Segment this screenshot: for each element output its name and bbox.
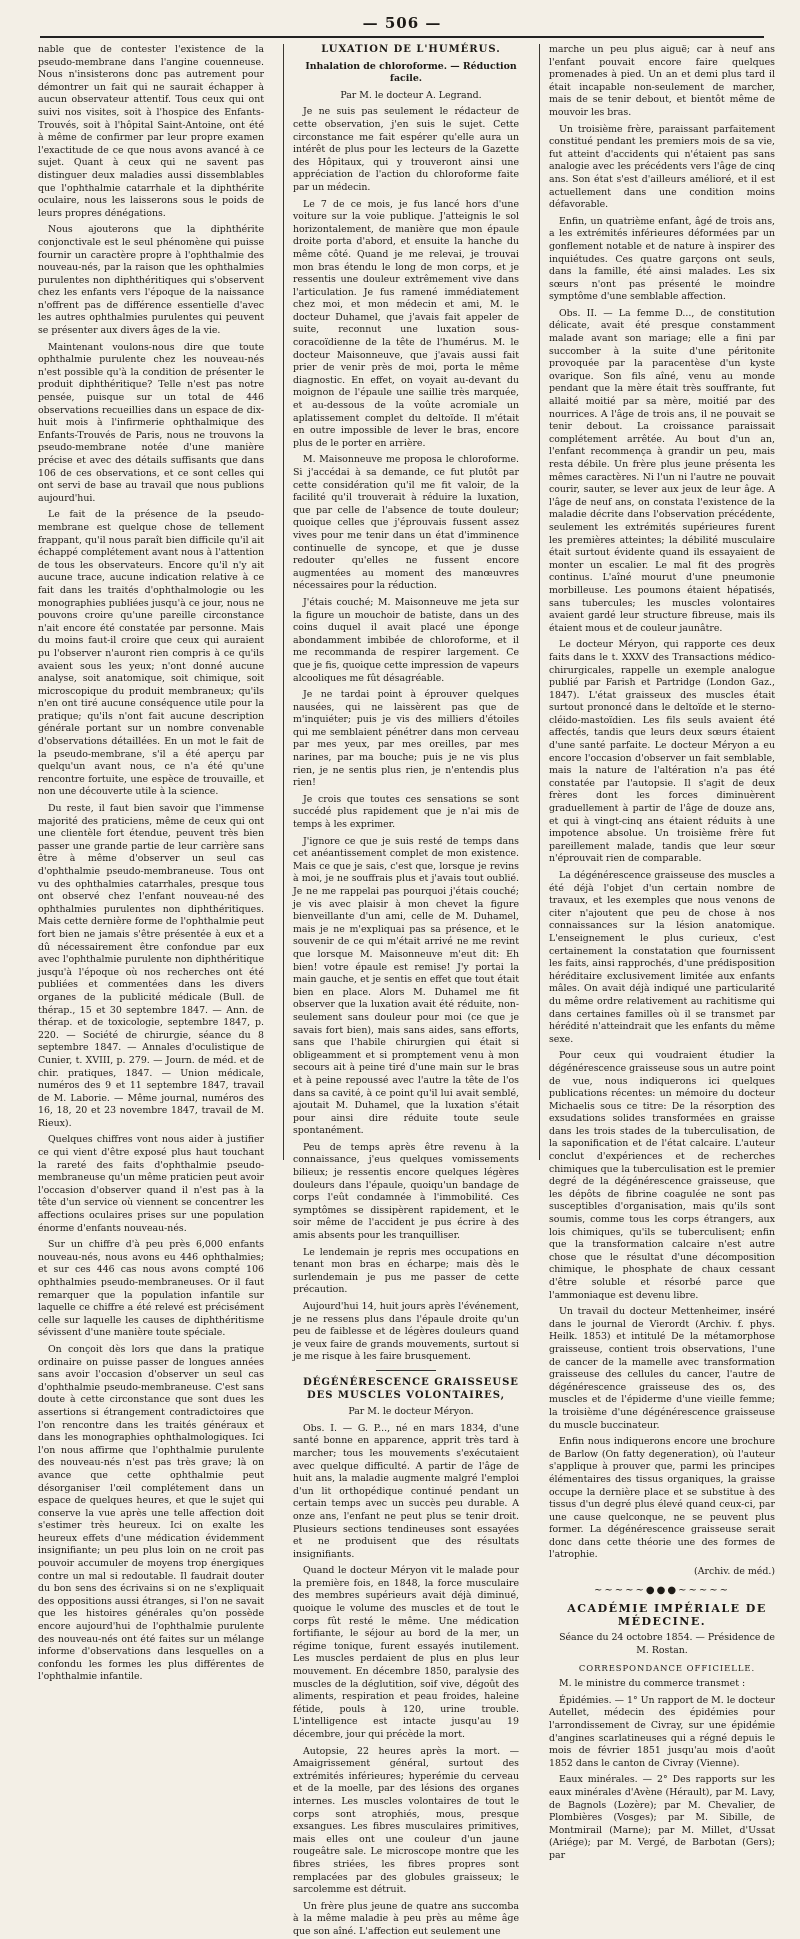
paragraph: Le docteur Méryon, qui rapporte ces deux faits dans le t. XXXV des Transactions médico-chirurgicales, rappelle un exemple analogue publié par Farish et Partridge (London Gaz., 1847). L'état graisseux des muscles était surtout prononcé dans le deltoïde et le sterno-cléido-mastoïdien. Les fils seuls avaient été affectés, tandis que leurs deux sœurs étaient d'une santé parfaite. Le docteur Méryon a eu encore l'occasion d'observer un fait semblable, mais la nature de l'altération n'a pas été constatée par l'autopsie. Il s'agit de deux frères dont les forces diminuèrent graduellement à partir de l'âge de douze ans, et qui à vingt-cinq ans étaient réduits à une impotence absolue. Un troisième frère fut pareillement malade, tandis que leur sœur n'éprouvait rien de comparable.: [549, 639, 775, 865]
page-header: [40, 14, 764, 38]
source-note: (Archiv. de méd.): [694, 1566, 775, 1578]
paragraph: Aujourd'hui 14, huit jours après l'événement, je ne ressens plus dans l'épaule droite qu'un peu de faiblesse et de légères douleurs quand je veux faire de grands mouvements, surtout si je me risque à les faire brusquement.: [293, 1301, 519, 1363]
paragraph: Sur un chiffre d'à peu près 6,000 enfants nouveau-nés, nous avons eu 446 ophthalmies; et sur ces 446 cas nous avons compté 106 ophthalmies pseudo-membraneuses. Or il faut remarquer que la population infantile sur laquelle ce chiffre a été relevé est précisément celle sur laquelle les causes de diphthéritisme sévissent d'une manière toute spéciale.: [38, 1239, 264, 1339]
article-title: DÉGÉNÉRESCENCE GRAISSEUSE DES MUSCLES VOLONTAIRES,: [303, 1376, 519, 1401]
paragraph: Le fait de la présence de la pseudo-membrane est quelque chose de tellement frappant, qu'il nous paraît bien difficile qu'il ait échappé complétement avant nous à l'attention de tous les observateurs. Encore qu'il n'y ait aucune trace, aucune indication relative à ce fait dans les traités d'ophthalmologie ou les monographies publiées jusqu'à ce jour, nous ne pouvons croire qu'une pareille circonstance n'ait encore été constatée par personne. Mais du moins faut-il croire que ceux qui auraient pu l'observer n'auront rien compris à ce qu'ils avaient sous les yeux; n'ont donné aucune analyse, soit anatomique, soit chimique, soit microscopique du produit membraneux; qu'ils n'en ont tiré aucune conséquence utile pour la pratique; qu'ils n'ont fait aucune description générale portant sur un nombre convenable d'observations détaillées. En un mot le fait de la pseudo-membrane, s'il a été aperçu par quelqu'un avant nous, ce n'a été qu'une rencontre fortuite, une espèce de trouvaille, et non une découverte utile à la science.: [38, 509, 264, 798]
paragraph: M. le ministre du commerce transmet :: [559, 1678, 746, 1690]
article-subtitle: Inhalation de chloroforme. — Réduction facile.: [305, 60, 517, 85]
decorative-divider: ~~~~~●●●~~~~~: [594, 1584, 730, 1596]
paragraph: Autopsie, 22 heures après la mort. — Amaigrissement général, surtout des extrémités inférieures; hyperémie du cerveau et de la moelle, par des lésions des organes internes. Les muscles volontaires de tout le corps sont atrophiés, mous, presque exsangues. Les fibres musculaires primitives, mais elles ont une couleur d'un jaune rougeâtre sale. Le microscope montre que les fibres striées, les fibres propres sont remplacées par des globules graisseux; le sarcolemme est détruit.: [293, 1745, 519, 1896]
column-left: [38, 44, 264, 1683]
paragraph: Le lendemain je repris mes occupations en tenant mon bras en écharpe; mais dès le surlendemain je pus me passer de cette précaution.: [293, 1246, 519, 1296]
paragraph: Le 7 de ce mois, je fus lancé hors d'une voiture sur la voie publique. J'atteignis le sol horizontalement, de manière que mon épaule droite porta d'abord, et ensuite la hanche du même côté. Quand je me relevai, je trouvai mon bras étendu le long de mon corps, et je ressentis une douleur extrêmement vive dans l'articulation. Je fus ramené immédiatement chez moi, et mon médecin et ami, M. le docteur Duhamel, que j'avais fait appeler de suite, reconnut une luxation sous-coracoïdienne de la tête de l'humérus. M. le docteur Maisonneuve, que j'avais aussi fait prier de venir près de moi, porta le même diagnostic. En effet, on voyait au-devant du moignon de l'épaule une saillie très marquée, et au-dessous de la voûte acromiale un aplatissement complet du deltoïde. Il m'était en outre impossible de lever le bras, encore plus de le porter en arrière.: [293, 198, 519, 449]
paragraph: Enfin, un quatrième enfant, âgé de trois ans, a les extrémités inférieures déformées par un gonflement notable et de nature à inspirer des inquiétudes. Ces quatre garçons ont seuls, dans la famille, été ainsi malades. Les six sœurs n'ont pas présenté le moindre symptôme d'une semblable affection.: [549, 215, 775, 303]
academy-session: Séance du 24 octobre 1854. — Présidence de M. Rostan.: [559, 1632, 775, 1657]
paragraph: J'ignore ce que je suis resté de temps dans cet anéantissement complet de mon existence. Mais ce que je sais, c'est que, lorsque je revins à moi, je ne souffrais plus et j'avais tout oublié. Je ne me rappelai pas pourquoi j'étais couché; je vis avec plaisir à mon chevet la figure bienveillante d'un ami, celle de M. Duhamel, mais je ne m'expliquai pas sa présence, et le souvenir de ce qui m'était arrivé ne me revint que lorsque M. Maisonneuve m'eut dit: Eh bien! votre épaule est remise! J'y portai la main gauche, et je sentis en effet que tout était bien en place. Alors M. Duhamel me fit observer que la luxation avait été réduite, non-seulement sans douleur pour moi (ce que je savais fort bien), mais sans aides, sans efforts, sans que l'habile chirurgien qui était si obligeamment et si promptement venu à mon secours ait à peine tiré d'une main sur le bras et à peine repoussé avec l'autre la tête de l'os dans sa cavité, à ce point qu'il lui avait semblé, ajoutait M. Duhamel, que la luxation s'était pour ainsi dire réduite toute seule spontanément.: [293, 835, 519, 1137]
paragraph: On conçoit dès lors que dans la pratique ordinaire on puisse passer de longues années sans avoir l'occasion d'observer un seul cas d'ophthalmie pseudo-membraneuse. C'est sans doute à cette circonstance que sont dues les assertions si étrangement contradictoires que l'on rencontre dans les traités généraux et dans les monographies ophthalmologiques. Ici l'on nous affirme que l'ophthalmie purulente des nouveau-nés n'est pas très grave; là on avance que cette ophthalmie peut désorganiser l'œil complétement dans un espace de quelques heures, et que le sujet qui conserve la vue après une telle affection doit s'estimer très heureux. Ici on exalte les heureux effets d'une médication évidemment insignifiante; un peu plus loin on ne croit pas pouvoir accumuler de moyens trop énergiques contre un mal si redoutable. Il faudrait douter du bon sens des écrivains si on ne s'expliquait des oppositions aussi étranges, si l'on ne savait que les histoires générales qu'on possède encore aujourd'hui de l'ophthalmie purulente des nouveau-nés ont été faites sur un mélange informe d'observations dans lesquelles on a confondu les formes les plus différentes de l'ophthalmie infantile.: [38, 1343, 264, 1683]
page-number: — 506 —: [362, 14, 442, 32]
paragraph: Pour ceux qui voudraient étudier la dégénérescence graisseuse sous un autre point de vue, nous indiquerons ici quelques publications récentes: un mémoire du docteur Michaelis sous ce titre: De la résorption des exsudations solides transformées en graisse dans les trois stades de la tuberculisation, de la saponification et de l'état calcaire. L'auteur conclut d'expériences et de recherches chimiques que la tuberculisation est le premier degré de la dégénérescence graisseuse, que les dépôts de fibrine coagulée ne sont pas susceptibles d'organisation, mais qu'ils sont soumis, comme tous les corps étrangers, aux lois chimiques, qu'ils se tuberculisent; enfin que la transformation calcaire n'est autre chose que le résultat d'une décomposition chimique, le phosphate de chaux cessant d'être soluble et résorbé parce que l'ammoniaque est devenu libre.: [549, 1050, 775, 1301]
paragraph: Obs. I. — G. P..., né en mars 1834, d'une santé bonne en apparence, apprit très tard à marcher; tous les mouvements s'exécutaient avec quelque difficulté. A partir de l'âge de huit ans, la maladie augmente malgré l'emploi d'un lit orthopédique continué pendant un certain temps avec un succès peu durable. A onze ans, l'enfant ne peut plus se tenir droit. Plusieurs sections tendineuses sont essayées et ne produisent que des résultats insignifiants.: [293, 1422, 519, 1560]
paragraph: Un troisième frère, paraissant parfaitement constitué pendant les premiers mois de sa vie, fut atteint d'accidents qui n'étaient pas sans analogie avec les précédents vers l'âge de cinq ans. Son état s'est d'ailleurs amélioré, et il est actuellement dans une condition moins défavorable.: [549, 123, 775, 211]
paragraph: La dégénérescence graisseuse des muscles a été déjà l'objet d'un certain nombre de travaux, et les exemples que nous venons de citer n'ajoutent que peu de chose à nos connaissances sur la lésion anatomique. L'enseignement le plus curieux, c'est certainement la constatation que fournissent les faits, ainsi rapprochés, d'une prédisposition héréditaire exclusivement limitée aux enfants mâles. On avait déjà indiqué une particularité du même ordre relativement au rachitisme qui dans certaines familles où il se transmet par hérédité n'atteindrait que les enfants du même sexe.: [549, 870, 775, 1045]
paragraph: Nous ajouterons que la diphthérite conjonctivale est le seul phénomène qui puisse fournir un caractère propre à l'ophthalmie des nouveau-nés, par la raison que les ophthalmies purulentes non diphthéritiques qui s'observent chez les enfants vers l'époque de la naissance n'offrent pas de différence essentielle d'avec les autres ophthalmies purulentes qui peuvent se présenter aux divers âges de la vie.: [38, 224, 264, 337]
column-right: [549, 44, 775, 1861]
academy-title: ACADÉMIE IMPÉRIALE DE MÉDECINE.: [567, 1602, 767, 1628]
paragraph: Quand le docteur Méryon vit le malade pour la première fois, en 1848, la force musculaire des membres supérieurs avait déjà diminué, quoique le volume des muscles et de tout le corps fût resté le même. Une médication fortifiante, le séjour au bord de la mer, un régime tonique, furent essayés inutilement. Les muscles perdaient de plus en plus leur mouvement. En décembre 1850, paralysie des muscles de la déglutition, soif vive, dégoût des aliments, respiration et peau froides, haleine fétide, pouls à 120, urine trouble. L'intelligence est intacte jusqu'au 19 décembre, jour qui précède la mort.: [293, 1565, 519, 1740]
column-middle: [293, 44, 519, 1937]
paragraph: Du reste, il faut bien savoir que l'immense majorité des praticiens, même de ceux qui ont une clientèle fort étendue, peuvent très bien passer une grande partie de leur carrière sans être à même d'observer un seul cas d'ophthalmie pseudo-membraneuse. Tous ont vu des ophthalmies catarrhales, presque tous ont observé chez l'enfant nouveau-né des ophthalmies purulentes non diphthéritiques. Mais cette dernière forme de l'ophthalmie peut fort bien ne jamais s'être présentée à eux et a dû nécessairement être confondue par eux avec l'ophthalmie purulente non diphthéritique jusqu'à l'époque où nos recherches ont été publiées et commentées dans les divers organes de la publicité médicale (Bull. de thérap., 15 et 30 septembre 1847. — Ann. de thérap. et de toxicologie, septembre 1847, p. 220. — Société de chirurgie, séance du 8 septembre 1847. — Annales d'oculistique de Cunier, t. XVIII, p. 279. — Journ. de méd. et de chir. pratiques, 1847. — Union médicale, numéros des 9 et 11 septembre 1847, travail de M. Laborie. — Même journal, numéros des 16, 18, 20 et 23 novembre 1847, travail de M. Rieux).: [38, 803, 264, 1129]
paragraph: Enfin nous indiquerons encore une brochure de Barlow (On fatty degeneration), où l'auteur s'applique à prouver que, parmi les principes élémentaires des tissus organiques, la graisse occupe la dernière place et se substitue à des tissus d'un degré plus élevé quand ceux-ci, par une cause quelconque, ne se peuvent plus former. La dégénérescence graisseuse serait donc dans cette théorie une des formes de l'atrophie.: [549, 1436, 775, 1561]
paragraph: M. Maisonneuve me proposa le chloroforme. Si j'accédai à sa demande, ce fut plutôt par cette considération qu'il me fit valoir, de la facilité qu'il trouverait à réduire la luxation, que par celle de l'absence de toute douleur; quoique celles que j'éprouvais fussent assez vives pour me tenir dans un état d'imminence continuelle de syncope, et que je dusse redouter qu'elles ne fussent encore augmentées au moment des manœuvres nécessaires pour la réduction.: [293, 454, 519, 592]
paragraph: Je crois que toutes ces sensations se sont succédé plus rapidement que je n'ai mis de temps à les exprimer.: [293, 793, 519, 831]
column-rule: [283, 44, 284, 1160]
paragraph: Eaux minérales. — 2° Des rapports sur les eaux minérales d'Avène (Hérault), par M. Lavy, de Bagnols (Lozère); par M. Chevalier, de Plombières (Vosges); par M. Sibille, de Montmirail (Marne); par M. Millet, d'Ussat (Ariége); par M. Vergé, de Barbotan (Gers); par: [549, 1774, 775, 1861]
column-rule: [539, 44, 540, 1160]
article-author: Par M. le docteur Méryon.: [348, 1406, 474, 1418]
paragraph: Un travail du docteur Mettenheimer, inséré dans le journal de Vierordt (Archiv. f. phys. Heilk. 1853) et intitulé De la métamorphose graisseuse, contient trois observations, l'une de cancer de la mamelle avec transformation graisseuse des cellules du cancer, l'autre de dégénérescence graisseuse des os, des muscles et de l'épiderme d'une vieille femme; la troisième d'une dégénérescence graisseuse du muscle buccinateur.: [549, 1306, 775, 1431]
paragraph: marche un peu plus aiguë; car à neuf ans l'enfant pouvait encore faire quelques promenades à pied. Un an et demi plus tard il était incapable non-seulement de marcher, mais de se tenir debout, et bientôt même de mouvoir les bras.: [549, 44, 775, 118]
article-title: LUXATION DE L'HUMÉRUS.: [321, 44, 501, 55]
paragraph: J'étais couché; M. Maisonneuve me jeta sur la figure un mouchoir de batiste, dans un des coins duquel il avait placé une éponge abondamment imbibée de chloroforme, et il me recommanda de respirer largement. Ce que je fis, quoique cette impression de vapeurs alcooliques me fût désagréable.: [293, 596, 519, 684]
academy-heading: CORRESPONDANCE OFFICIELLE.: [578, 1662, 756, 1673]
article-author: Par M. le docteur A. Legrand.: [340, 89, 482, 101]
paragraph: Maintenant voulons-nous dire que toute ophthalmie purulente chez les nouveau-nés n'est possible qu'à la condition de présenter le produit diphthéritique? Telle n'est pas notre pensée, puisque sur un total de 446 observations recueillies dans un espace de dix-huit mois à l'infirmerie ophthalmique des Enfants-Trouvés de Paris, nous ne trouvons la pseudo-membrane notée d'une manière précise et avec des détails suffisants que dans 106 de ces observations, et ce sont celles qui ont servi de base au travail que nous publions aujourd'hui.: [38, 341, 264, 504]
paragraph: Peu de temps après être revenu à la connaissance, j'eus quelques vomissements bilieux; je ressentis encore quelques légères douleurs dans l'épaule, quoiqu'un bandage de corps l'eût condamnée à l'immobilité. Ces symptômes se dissipèrent rapidement, et le soir même de l'accident je pus écrire à des amis absents pour les tranquilliser.: [293, 1141, 519, 1242]
paragraph: Je ne suis pas seulement le rédacteur de cette observation, j'en suis le sujet. Cette circonstance me fait espérer qu'elle aura un intérêt de plus pour les lecteurs de la Gazette des Hôpitaux, qui y trouveront ainsi une appréciation de l'action du chloroforme faite par un médecin.: [293, 106, 519, 193]
paragraph: Obs. II. — La femme D..., de constitution délicate, avait été presque constamment malade avant son mariage; elle a fini par succomber à la suite d'une péritonite provoquée par la paracentèse d'un kyste ovarique. Son fils aîné, venu au monde pendant que la mère était très souffrante, fut allaité moitié par sa mère, moitié par des nourrices. A l'âge de trois ans, il ne pouvait se tenir debout. La croissance paraissait complétement arrêtée. Au bout d'un an, l'enfant recommença à grandir un peu, mais resta débile. Un frère plus jeune présenta les mêmes caractères. Ni l'un ni l'autre ne pouvait courir, sauter, se lever aux jeux de leur âge. A l'âge de neuf ans, on constata l'existence de la maladie décrite dans l'observation précédente, seulement les extrémités supérieures furent les premières atteintes; la débilité musculaire était surtout évidente quand ils essayaient de monter un escalier. Le mal fit des progrès continus. L'aîné mourut d'une pneumonie morbilleuse. Les poumons étaient hépatisés, sans tubercules; les muscles volontaires avaient gardé leur structure fibreuse, mais ils étaient mous et de couleur jaunâtre.: [549, 307, 775, 634]
paragraph: Épidémies. — 1° Un rapport de M. le docteur Autellet, médecin des épidémies pour l'arrondissement de Civray, sur une épidémie d'angines scarlatineuses qui a régné depuis le mois de février 1851 jusqu'au mois d'août 1852 dans le canton de Civray (Vienne).: [549, 1694, 775, 1769]
paragraph: Quelques chiffres vont nous aider à justifier ce qui vient d'être exposé plus haut touchant la rareté des faits d'ophthalmie pseudo-membraneuse qu'un même praticien peut avoir l'occasion d'observer quand il n'est pas à la tête d'un service où viennent se concentrer les affections oculaires prises sur une population énorme d'enfants nouveau-nés.: [38, 1134, 264, 1234]
section-divider: [376, 1370, 436, 1371]
paragraph: nable que de contester l'existence de la pseudo-membrane dans l'angine couenneuse. Nous n'insisterons donc pas autrement pour démontrer un fait qui ne saurait échapper à aucun observateur attentif. Tous ceux qui ont suivi nos visites, soit à l'hospice des Enfants-Trouvés, soit à l'hôpital Saint-Antoine, ont été à même de confirmer par leur propre examen l'exactitude de ce que nous avons avancé à ce sujet. Quant à ceux qui ne savent pas distinguer deux maladies aussi dissemblables que l'ophthalmie catarrhale et la diphthérite oculaire, nous les laisserons sous le poids de leurs propres dénégations.: [38, 44, 264, 219]
paragraph: Je ne tardai point à éprouver quelques nausées, qui ne laissèrent pas que de m'inquiéter; puis je vis des milliers d'étoiles qui me semblaient pénétrer dans mon cerveau par mes yeux, par mes oreilles, par mes narines, par ma bouche; puis je ne vis plus rien, je ne sentis plus rien, je n'entendis plus rien!: [293, 689, 519, 789]
paragraph: Un frère plus jeune de quatre ans succomba à la même maladie à peu près au même âge que son aîné. L'affection eut seulement une: [293, 1900, 519, 1937]
